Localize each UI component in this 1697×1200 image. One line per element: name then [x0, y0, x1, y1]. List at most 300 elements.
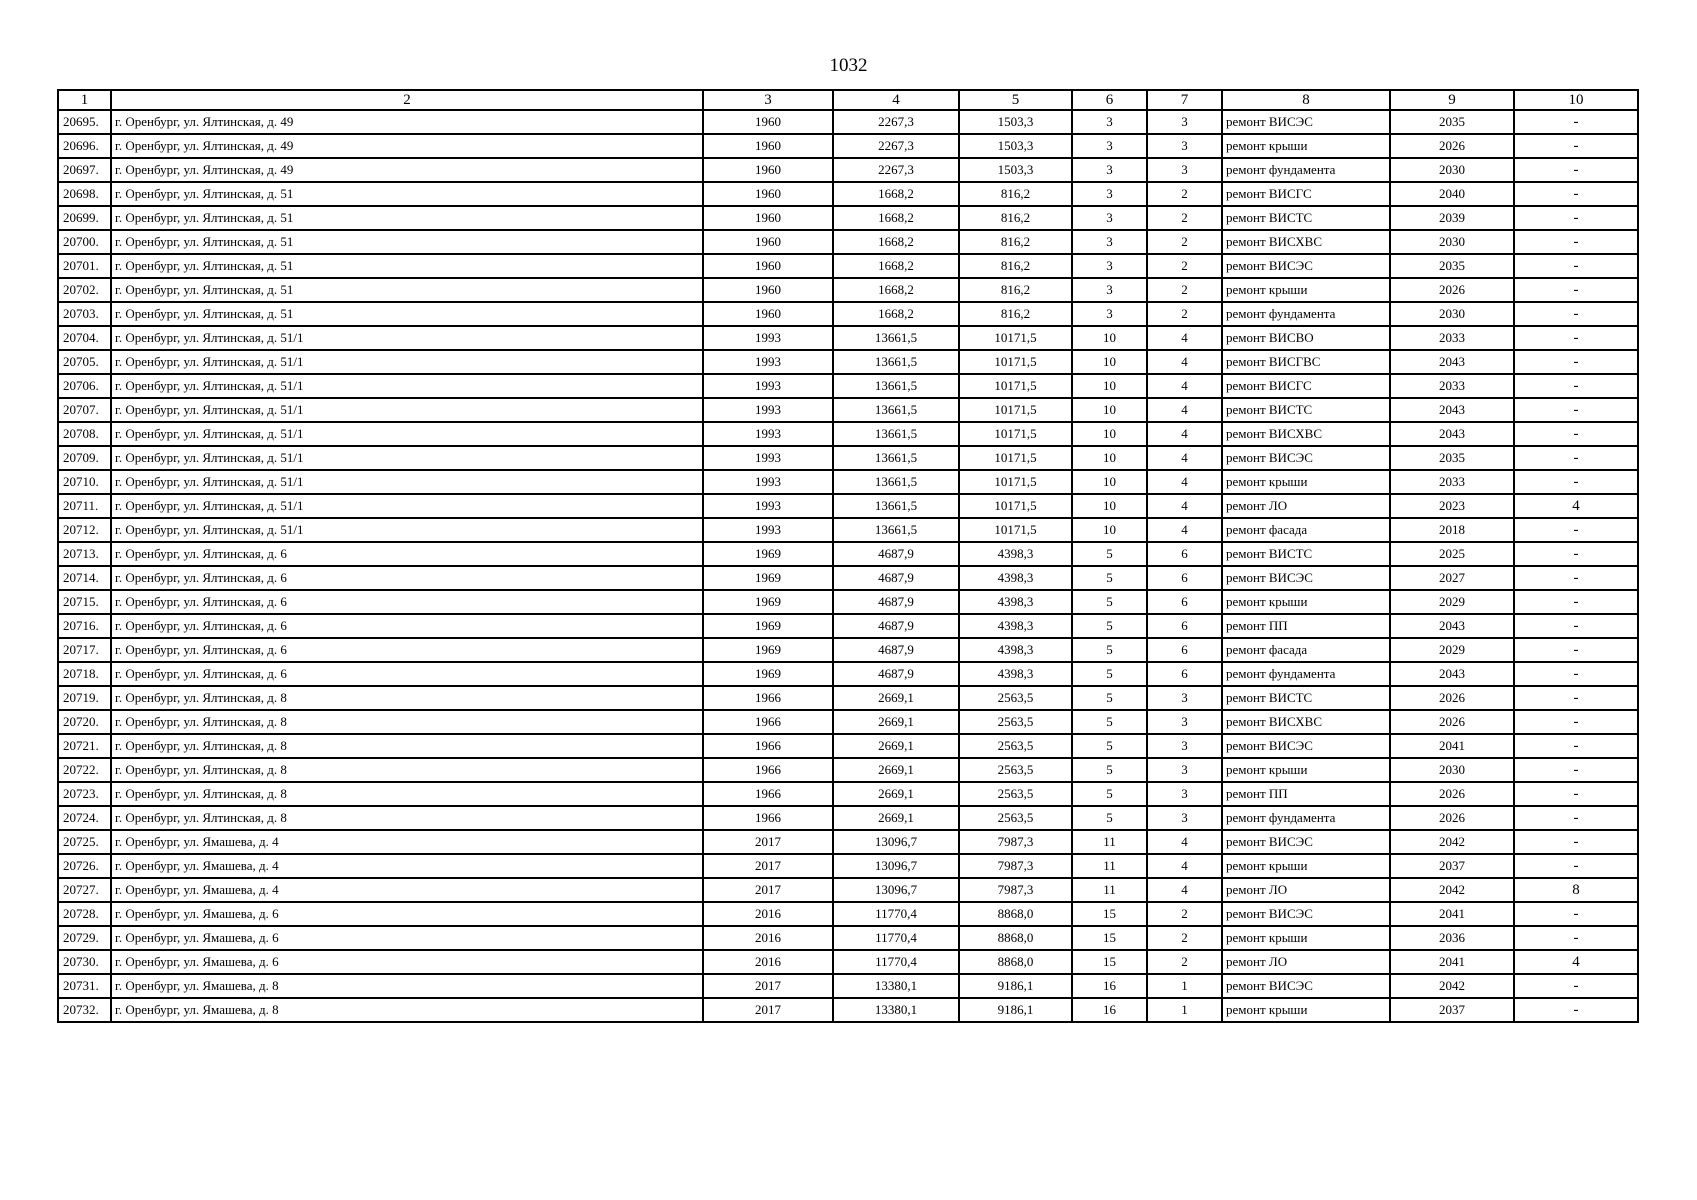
col10-value: -: [1514, 758, 1638, 782]
row-number: 20703.: [58, 302, 111, 326]
build-year: 1966: [703, 806, 833, 830]
row-number: 20711.: [58, 494, 111, 518]
planned-year: 2023: [1390, 494, 1514, 518]
planned-year: 2033: [1390, 470, 1514, 494]
col10-value: -: [1514, 398, 1638, 422]
table-row: [58, 446, 1638, 470]
floors: 3: [1072, 254, 1147, 278]
work-type: ремонт ВИСЭС: [1222, 110, 1390, 134]
row-number: 20706.: [58, 374, 111, 398]
row-number: 20720.: [58, 710, 111, 734]
entrances: 6: [1147, 614, 1222, 638]
address: г. Оренбург, ул. Ямашева, д. 6: [111, 950, 703, 974]
row-number: 20725.: [58, 830, 111, 854]
address: г. Оренбург, ул. Ялтинская, д. 8: [111, 710, 703, 734]
planned-year: 2026: [1390, 134, 1514, 158]
total-area: 11770,4: [833, 950, 959, 974]
entrances: 4: [1147, 494, 1222, 518]
living-area: 7987,3: [959, 830, 1072, 854]
row-number: 20732.: [58, 998, 111, 1022]
living-area: 1503,3: [959, 110, 1072, 134]
build-year: 1993: [703, 470, 833, 494]
table-row: [58, 374, 1638, 398]
build-year: 1960: [703, 302, 833, 326]
col10-value: -: [1514, 854, 1638, 878]
entrances: 1: [1147, 998, 1222, 1022]
col10-value: -: [1514, 806, 1638, 830]
living-area: 10171,5: [959, 518, 1072, 542]
entrances: 4: [1147, 350, 1222, 374]
table-row: [58, 398, 1638, 422]
table-row: [58, 566, 1638, 590]
floors: 5: [1072, 782, 1147, 806]
floors: 3: [1072, 110, 1147, 134]
floors: 10: [1072, 470, 1147, 494]
col10-value: -: [1514, 374, 1638, 398]
total-area: 1668,2: [833, 206, 959, 230]
address: г. Оренбург, ул. Ямашева, д. 4: [111, 854, 703, 878]
floors: 3: [1072, 158, 1147, 182]
entrances: 1: [1147, 974, 1222, 998]
address: г. Оренбург, ул. Ялтинская, д. 6: [111, 638, 703, 662]
planned-year: 2026: [1390, 278, 1514, 302]
col10-value: 8: [1514, 878, 1638, 902]
work-type: ремонт ВИСВО: [1222, 326, 1390, 350]
build-year: 2017: [703, 854, 833, 878]
work-type: ремонт ВИСЭС: [1222, 254, 1390, 278]
planned-year: 2030: [1390, 758, 1514, 782]
row-number: 20713.: [58, 542, 111, 566]
living-area: 4398,3: [959, 662, 1072, 686]
address: г. Оренбург, ул. Ялтинская, д. 51/1: [111, 350, 703, 374]
work-type: ремонт ВИСЭС: [1222, 734, 1390, 758]
row-number: 20727.: [58, 878, 111, 902]
planned-year: 2026: [1390, 806, 1514, 830]
planned-year: 2035: [1390, 254, 1514, 278]
row-number: 20730.: [58, 950, 111, 974]
planned-year: 2026: [1390, 782, 1514, 806]
living-area: 7987,3: [959, 878, 1072, 902]
address: г. Оренбург, ул. Ялтинская, д. 6: [111, 566, 703, 590]
table-row: [58, 974, 1638, 998]
living-area: 816,2: [959, 302, 1072, 326]
planned-year: 2043: [1390, 662, 1514, 686]
build-year: 1966: [703, 710, 833, 734]
total-area: 4687,9: [833, 638, 959, 662]
total-area: 4687,9: [833, 566, 959, 590]
total-area: 11770,4: [833, 926, 959, 950]
row-number: 20699.: [58, 206, 111, 230]
col-floors-header: 6: [1072, 90, 1147, 110]
address: г. Оренбург, ул. Ямашева, д. 4: [111, 830, 703, 854]
planned-year: 2035: [1390, 110, 1514, 134]
planned-year: 2036: [1390, 926, 1514, 950]
living-area: 816,2: [959, 230, 1072, 254]
planned-year: 2043: [1390, 398, 1514, 422]
build-year: 1960: [703, 110, 833, 134]
build-year: 1966: [703, 782, 833, 806]
living-area: 816,2: [959, 254, 1072, 278]
entrances: 2: [1147, 206, 1222, 230]
work-type: ремонт крыши: [1222, 470, 1390, 494]
col10-value: -: [1514, 302, 1638, 326]
total-area: 13661,5: [833, 374, 959, 398]
living-area: 4398,3: [959, 566, 1072, 590]
floors: 5: [1072, 566, 1147, 590]
col10-value: 4: [1514, 950, 1638, 974]
entrances: 4: [1147, 422, 1222, 446]
row-number: 20705.: [58, 350, 111, 374]
col10-value: -: [1514, 446, 1638, 470]
build-year: 2016: [703, 950, 833, 974]
col10-value: -: [1514, 974, 1638, 998]
total-area: 1668,2: [833, 278, 959, 302]
table-row: [58, 806, 1638, 830]
entrances: 4: [1147, 326, 1222, 350]
col10-value: -: [1514, 902, 1638, 926]
entrances: 3: [1147, 158, 1222, 182]
row-number: 20701.: [58, 254, 111, 278]
address: г. Оренбург, ул. Ялтинская, д. 8: [111, 686, 703, 710]
address: г. Оренбург, ул. Ялтинская, д. 51/1: [111, 326, 703, 350]
build-year: 1993: [703, 374, 833, 398]
col10-value: -: [1514, 422, 1638, 446]
table-row: [58, 518, 1638, 542]
floors: 10: [1072, 374, 1147, 398]
col10-value: -: [1514, 734, 1638, 758]
work-type: ремонт крыши: [1222, 998, 1390, 1022]
table-row: [58, 950, 1638, 974]
work-type: ремонт крыши: [1222, 854, 1390, 878]
floors: 10: [1072, 494, 1147, 518]
header-row: [58, 90, 1638, 110]
total-area: 13096,7: [833, 830, 959, 854]
total-area: 13096,7: [833, 854, 959, 878]
table-row: [58, 638, 1638, 662]
total-area: 13380,1: [833, 974, 959, 998]
entrances: 6: [1147, 542, 1222, 566]
address: г. Оренбург, ул. Ялтинская, д. 51: [111, 302, 703, 326]
address: г. Оренбург, ул. Ялтинская, д. 49: [111, 110, 703, 134]
table-row: [58, 830, 1638, 854]
col10-value: -: [1514, 686, 1638, 710]
build-year: 1966: [703, 686, 833, 710]
table-row: [58, 758, 1638, 782]
work-type: ремонт ВИСЭС: [1222, 830, 1390, 854]
planned-year: 2026: [1390, 710, 1514, 734]
row-number: 20728.: [58, 902, 111, 926]
entrances: 2: [1147, 182, 1222, 206]
table-row: [58, 902, 1638, 926]
col10-value: -: [1514, 350, 1638, 374]
work-type: ремонт фундамента: [1222, 662, 1390, 686]
planned-year: 2042: [1390, 974, 1514, 998]
work-type: ремонт ВИСТС: [1222, 206, 1390, 230]
col10-value: -: [1514, 638, 1638, 662]
table-row: [58, 926, 1638, 950]
floors: 5: [1072, 638, 1147, 662]
col10-value: -: [1514, 542, 1638, 566]
living-area: 10171,5: [959, 494, 1072, 518]
address: г. Оренбург, ул. Ялтинская, д. 49: [111, 134, 703, 158]
floors: 10: [1072, 518, 1147, 542]
planned-year: 2035: [1390, 446, 1514, 470]
work-type: ремонт фундамента: [1222, 158, 1390, 182]
build-year: 2017: [703, 974, 833, 998]
col10-value: -: [1514, 278, 1638, 302]
col10-value: -: [1514, 998, 1638, 1022]
col10-value: -: [1514, 926, 1638, 950]
planned-year: 2029: [1390, 638, 1514, 662]
build-year: 2017: [703, 878, 833, 902]
planned-year: 2030: [1390, 158, 1514, 182]
row-number: 20697.: [58, 158, 111, 182]
living-area: 2563,5: [959, 782, 1072, 806]
col10-value: -: [1514, 182, 1638, 206]
build-year: 1960: [703, 254, 833, 278]
address: г. Оренбург, ул. Ялтинская, д. 51/1: [111, 470, 703, 494]
address: г. Оренбург, ул. Ялтинская, д. 8: [111, 758, 703, 782]
row-number: 20709.: [58, 446, 111, 470]
col-number-header: 1: [58, 90, 111, 110]
build-year: 1993: [703, 518, 833, 542]
address: г. Оренбург, ул. Ямашева, д. 4: [111, 878, 703, 902]
entrances: 2: [1147, 230, 1222, 254]
total-area: 13661,5: [833, 494, 959, 518]
build-year: 1960: [703, 206, 833, 230]
row-number: 20715.: [58, 590, 111, 614]
address: г. Оренбург, ул. Ялтинская, д. 8: [111, 806, 703, 830]
row-number: 20723.: [58, 782, 111, 806]
living-area: 4398,3: [959, 590, 1072, 614]
build-year: 1960: [703, 182, 833, 206]
table-row: [58, 662, 1638, 686]
table-row: [58, 782, 1638, 806]
table-row: [58, 182, 1638, 206]
floors: 11: [1072, 854, 1147, 878]
floors: 11: [1072, 878, 1147, 902]
row-number: 20704.: [58, 326, 111, 350]
total-area: 4687,9: [833, 662, 959, 686]
table-row: [58, 326, 1638, 350]
total-area: 13661,5: [833, 470, 959, 494]
address: г. Оренбург, ул. Ялтинская, д. 8: [111, 782, 703, 806]
table-row: [58, 470, 1638, 494]
address: г. Оренбург, ул. Ямашева, д. 8: [111, 974, 703, 998]
planned-year: 2030: [1390, 230, 1514, 254]
floors: 5: [1072, 806, 1147, 830]
floors: 5: [1072, 734, 1147, 758]
work-type: ремонт крыши: [1222, 926, 1390, 950]
col10-value: -: [1514, 158, 1638, 182]
col10-value: -: [1514, 566, 1638, 590]
floors: 3: [1072, 206, 1147, 230]
planned-year: 2026: [1390, 686, 1514, 710]
col10-value: -: [1514, 110, 1638, 134]
entrances: 4: [1147, 830, 1222, 854]
address: г. Оренбург, ул. Ялтинская, д. 51: [111, 206, 703, 230]
build-year: 2017: [703, 998, 833, 1022]
table-row: [58, 734, 1638, 758]
work-type: ремонт ВИСТС: [1222, 542, 1390, 566]
planned-year: 2043: [1390, 350, 1514, 374]
total-area: 13661,5: [833, 518, 959, 542]
col-work-type-header: 8: [1222, 90, 1390, 110]
total-area: 2669,1: [833, 734, 959, 758]
work-type: ремонт фасада: [1222, 638, 1390, 662]
row-number: 20724.: [58, 806, 111, 830]
total-area: 13661,5: [833, 350, 959, 374]
planned-year: 2030: [1390, 302, 1514, 326]
entrances: 6: [1147, 566, 1222, 590]
work-type: ремонт фундамента: [1222, 302, 1390, 326]
living-area: 4398,3: [959, 614, 1072, 638]
floors: 15: [1072, 902, 1147, 926]
table-row: [58, 494, 1638, 518]
living-area: 2563,5: [959, 734, 1072, 758]
planned-year: 2018: [1390, 518, 1514, 542]
address: г. Оренбург, ул. Ямашева, д. 6: [111, 926, 703, 950]
total-area: 1668,2: [833, 182, 959, 206]
work-type: ремонт ВИСЭС: [1222, 566, 1390, 590]
row-number: 20722.: [58, 758, 111, 782]
work-type: ремонт крыши: [1222, 758, 1390, 782]
row-number: 20726.: [58, 854, 111, 878]
col10-value: -: [1514, 254, 1638, 278]
table-row: [58, 110, 1638, 134]
floors: 10: [1072, 398, 1147, 422]
living-area: 4398,3: [959, 638, 1072, 662]
planned-year: 2041: [1390, 734, 1514, 758]
col10-value: 4: [1514, 494, 1638, 518]
table-row: [58, 278, 1638, 302]
living-area: 8868,0: [959, 950, 1072, 974]
row-number: 20712.: [58, 518, 111, 542]
total-area: 13380,1: [833, 998, 959, 1022]
address: г. Оренбург, ул. Ялтинская, д. 6: [111, 590, 703, 614]
planned-year: 2039: [1390, 206, 1514, 230]
table-row: [58, 134, 1638, 158]
living-area: 2563,5: [959, 806, 1072, 830]
build-year: 2016: [703, 926, 833, 950]
planned-year: 2033: [1390, 326, 1514, 350]
address: г. Оренбург, ул. Ялтинская, д. 49: [111, 158, 703, 182]
planned-year: 2027: [1390, 566, 1514, 590]
total-area: 13661,5: [833, 422, 959, 446]
col10-value: -: [1514, 326, 1638, 350]
work-type: ремонт крыши: [1222, 278, 1390, 302]
row-number: 20698.: [58, 182, 111, 206]
entrances: 3: [1147, 134, 1222, 158]
row-number: 20718.: [58, 662, 111, 686]
address: г. Оренбург, ул. Ямашева, д. 8: [111, 998, 703, 1022]
address: г. Оренбург, ул. Ялтинская, д. 51: [111, 182, 703, 206]
page-number: 1032: [829, 55, 868, 76]
address: г. Оренбург, ул. Ялтинская, д. 6: [111, 542, 703, 566]
floors: 5: [1072, 758, 1147, 782]
total-area: 13661,5: [833, 326, 959, 350]
living-area: 10171,5: [959, 350, 1072, 374]
address: г. Оренбург, ул. Ялтинская, д. 51/1: [111, 494, 703, 518]
entrances: 3: [1147, 782, 1222, 806]
build-year: 1993: [703, 446, 833, 470]
col10-value: -: [1514, 470, 1638, 494]
entrances: 4: [1147, 518, 1222, 542]
work-type: ремонт ЛО: [1222, 950, 1390, 974]
row-number: 20729.: [58, 926, 111, 950]
col-living-area-header: 5: [959, 90, 1072, 110]
living-area: 816,2: [959, 278, 1072, 302]
address: г. Оренбург, ул. Ялтинская, д. 6: [111, 614, 703, 638]
build-year: 1969: [703, 662, 833, 686]
col10-value: -: [1514, 830, 1638, 854]
row-number: 20710.: [58, 470, 111, 494]
row-number: 20719.: [58, 686, 111, 710]
col-entrances-header: 7: [1147, 90, 1222, 110]
entrances: 2: [1147, 926, 1222, 950]
entrances: 6: [1147, 662, 1222, 686]
living-area: 10171,5: [959, 470, 1072, 494]
planned-year: 2041: [1390, 950, 1514, 974]
planned-year: 2042: [1390, 878, 1514, 902]
entrances: 2: [1147, 254, 1222, 278]
address: г. Оренбург, ул. Ялтинская, д. 51/1: [111, 446, 703, 470]
total-area: 2267,3: [833, 134, 959, 158]
build-year: 1966: [703, 758, 833, 782]
living-area: 4398,3: [959, 542, 1072, 566]
table-row: [58, 854, 1638, 878]
col10-value: -: [1514, 134, 1638, 158]
living-area: 8868,0: [959, 926, 1072, 950]
address: г. Оренбург, ул. Ялтинская, д. 51: [111, 230, 703, 254]
floors: 3: [1072, 278, 1147, 302]
living-area: 10171,5: [959, 374, 1072, 398]
entrances: 6: [1147, 638, 1222, 662]
col10-value: -: [1514, 230, 1638, 254]
total-area: 1668,2: [833, 302, 959, 326]
table-row: [58, 302, 1638, 326]
total-area: 13661,5: [833, 446, 959, 470]
planned-year: 2041: [1390, 902, 1514, 926]
living-area: 1503,3: [959, 134, 1072, 158]
total-area: 4687,9: [833, 590, 959, 614]
row-number: 20708.: [58, 422, 111, 446]
floors: 10: [1072, 350, 1147, 374]
planned-year: 2043: [1390, 422, 1514, 446]
col10-value: -: [1514, 662, 1638, 686]
col10-value: -: [1514, 206, 1638, 230]
total-area: 4687,9: [833, 614, 959, 638]
row-number: 20721.: [58, 734, 111, 758]
entrances: 2: [1147, 902, 1222, 926]
work-type: ремонт ВИСТС: [1222, 686, 1390, 710]
col-year-planned-header: 9: [1390, 90, 1514, 110]
table-row: [58, 710, 1638, 734]
entrances: 4: [1147, 446, 1222, 470]
build-year: 1993: [703, 398, 833, 422]
entrances: 3: [1147, 806, 1222, 830]
living-area: 10171,5: [959, 446, 1072, 470]
build-year: 1993: [703, 350, 833, 374]
total-area: 2669,1: [833, 710, 959, 734]
address: г. Оренбург, ул. Ялтинская, д. 51/1: [111, 374, 703, 398]
col10-value: -: [1514, 590, 1638, 614]
entrances: 2: [1147, 302, 1222, 326]
col-address-header: 2: [111, 90, 703, 110]
build-year: 1960: [703, 158, 833, 182]
register-table: [57, 89, 1639, 1023]
build-year: 1969: [703, 614, 833, 638]
